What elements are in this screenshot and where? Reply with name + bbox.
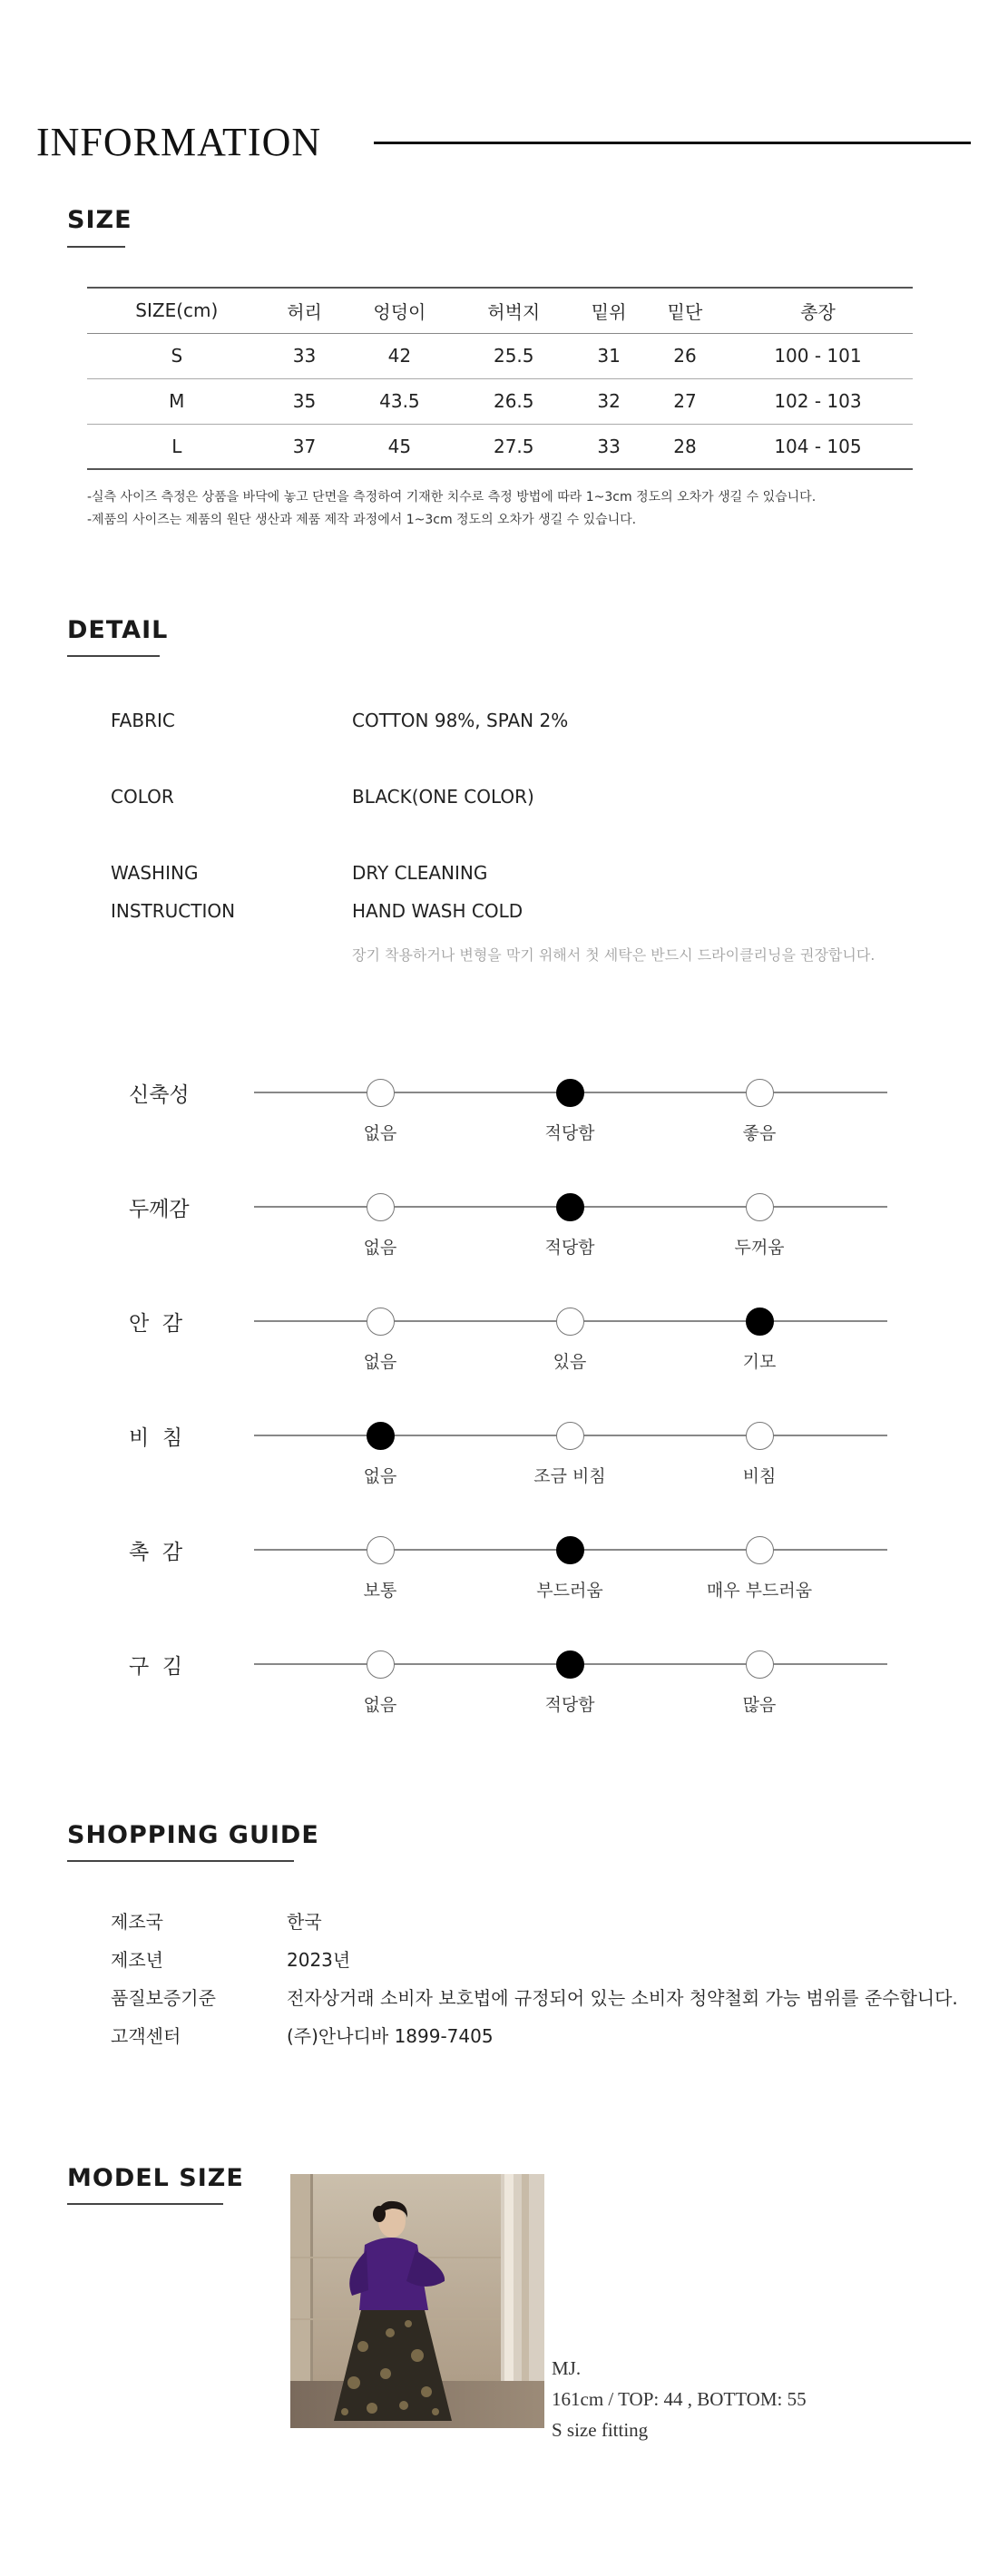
scale-option-label: 보통 <box>363 1581 397 1601</box>
scale-dot-selected <box>556 1650 584 1679</box>
column-header: 밑단 <box>667 300 703 323</box>
model-photo <box>290 2174 544 2428</box>
guide-value: 2023년 <box>287 1949 351 1971</box>
guide-value: (주)안나디바 1899-7405 <box>287 2025 494 2047</box>
fit-scale-row <box>0 1650 998 1731</box>
table-cell: M <box>169 390 185 412</box>
washing-label: WASHING <box>111 862 199 884</box>
size-section-title: SIZE <box>67 206 132 234</box>
guide-value: 한국 <box>287 1911 322 1933</box>
detail-title-underline <box>67 655 160 657</box>
shopping-guide-underline <box>67 1860 294 1862</box>
model-size-title: MODEL SIZE <box>67 2164 244 2192</box>
washing-note: 장기 착용하거나 변형을 막기 위해서 첫 세탁은 반드시 드라이클리닝을 권장합니다. <box>352 946 876 964</box>
scale-label: 두께감 <box>129 1198 190 1221</box>
scale-dot <box>556 1308 584 1336</box>
table-cell: 26.5 <box>493 390 534 412</box>
table-cell: 28 <box>673 435 697 457</box>
column-header: 밑위 <box>591 300 627 323</box>
scale-dot-selected <box>556 1079 584 1107</box>
scale-dot <box>367 1079 395 1107</box>
scale-option-label: 매우 부드러움 <box>706 1581 813 1601</box>
model-size-underline <box>67 2203 223 2205</box>
scale-dot <box>746 1650 774 1679</box>
washing-value: DRY CLEANING <box>352 862 488 884</box>
scale-label: 안 감 <box>129 1312 183 1336</box>
scale-option-label: 없음 <box>363 1123 397 1143</box>
scale-option-label: 없음 <box>363 1695 397 1715</box>
scale-dot-selected <box>746 1308 774 1336</box>
table-cell: 27 <box>673 390 697 412</box>
table-cell: L <box>171 435 182 457</box>
table-row <box>87 333 913 378</box>
information-divider <box>374 142 971 144</box>
information-header <box>36 121 971 164</box>
size-note: -제품의 사이즈는 제품의 원단 생산과 제품 제작 과정에서 1~3cm 정도의 오차가 생길 수 있습니다. <box>87 513 637 527</box>
model-photo-icon <box>290 2174 544 2428</box>
scale-option-label: 비침 <box>742 1466 777 1486</box>
table-cell: 102 - 103 <box>774 390 862 412</box>
scale-option-label: 적당함 <box>544 1238 595 1258</box>
table-cell: 35 <box>292 390 317 412</box>
table-cell: 26 <box>673 345 697 367</box>
column-header: 총장 <box>800 300 836 323</box>
fit-scale-row <box>0 1421 998 1503</box>
table-cell: 104 - 105 <box>774 435 862 457</box>
column-header: 허벅지 <box>487 300 541 323</box>
size-note: -실측 사이즈 측정은 상품을 바닥에 놓고 단면을 측정하여 기재한 치수로 측정 방법에 따라 1~3cm 정도의 오차가 생길 수 있습니다. <box>87 490 817 504</box>
column-header: 허리 <box>287 300 322 323</box>
table-cell: 43.5 <box>379 390 420 412</box>
scale-dot-selected <box>556 1536 584 1564</box>
scale-option-label: 좋음 <box>742 1123 777 1143</box>
fit-scale-row <box>0 1535 998 1617</box>
fit-scale-row <box>0 1307 998 1388</box>
size-notes <box>87 486 816 532</box>
table-row <box>87 424 913 469</box>
scale-dot <box>746 1193 774 1221</box>
scale-dot-selected <box>367 1422 395 1450</box>
color-label: COLOR <box>111 786 174 808</box>
guide-key: 품질보증기준 <box>111 1987 216 2009</box>
table-row <box>87 378 913 424</box>
scale-option-label: 적당함 <box>544 1123 595 1143</box>
scale-label: 신축성 <box>129 1083 190 1107</box>
scale-label: 촉 감 <box>129 1541 183 1564</box>
column-header: SIZE(cm) <box>135 299 219 322</box>
scale-option-label: 있음 <box>553 1352 587 1372</box>
scale-dot <box>367 1650 395 1679</box>
fabric-value: COTTON 98%, SPAN 2% <box>352 710 569 731</box>
size-table-header-row <box>87 288 913 333</box>
scale-dot <box>367 1193 395 1221</box>
scale-dot <box>746 1536 774 1564</box>
guide-key: 제조국 <box>111 1911 163 1933</box>
fabric-label: FABRIC <box>111 710 175 731</box>
information-title: INFORMATION <box>36 120 322 164</box>
detail-section-title: DETAIL <box>67 616 169 644</box>
instruction-value: HAND WASH COLD <box>352 900 523 922</box>
scale-option-label: 조금 비침 <box>533 1466 606 1486</box>
table-cell: 100 - 101 <box>774 345 862 367</box>
scale-label: 구 김 <box>129 1655 183 1679</box>
table-cell: 37 <box>292 435 317 457</box>
guide-key: 고객센터 <box>111 2025 181 2047</box>
color-value: BLACK(ONE COLOR) <box>352 786 534 808</box>
scale-dot <box>746 1422 774 1450</box>
model-fitting: S size fitting <box>552 2419 649 2441</box>
scale-option-label: 없음 <box>363 1238 397 1258</box>
shopping-guide-title: SHOPPING GUIDE <box>67 1821 319 1849</box>
model-name: MJ. <box>552 2357 582 2379</box>
scale-option-label: 두꺼움 <box>734 1238 785 1258</box>
instruction-label: INSTRUCTION <box>111 900 236 922</box>
scale-dot <box>746 1079 774 1107</box>
guide-value: 전자상거래 소비자 보호법에 규정되어 있는 소비자 청약철회 가능 범위를 준수합니다. <box>287 1987 958 2009</box>
model-measurements: 161cm / TOP: 44 , BOTTOM: 55 <box>552 2388 807 2410</box>
table-cell: 42 <box>387 345 412 367</box>
scale-option-label: 많음 <box>742 1695 777 1715</box>
table-cell: 33 <box>292 345 317 367</box>
fit-scale-row <box>0 1078 998 1160</box>
table-cell: 27.5 <box>493 435 534 457</box>
scale-dot <box>367 1536 395 1564</box>
scale-dot <box>556 1422 584 1450</box>
size-table <box>87 287 913 470</box>
fit-scale-row <box>0 1192 998 1274</box>
scale-option-label: 부드러움 <box>536 1581 603 1601</box>
column-header: 엉덩이 <box>373 300 426 323</box>
table-cell: 33 <box>597 435 621 457</box>
size-title-underline <box>67 246 125 248</box>
table-cell: 32 <box>597 390 621 412</box>
table-cell: S <box>171 345 183 367</box>
scale-option-label: 기모 <box>742 1352 777 1372</box>
scale-dot <box>367 1308 395 1336</box>
guide-key: 제조년 <box>111 1949 163 1971</box>
table-cell: 31 <box>597 345 621 367</box>
scale-option-label: 없음 <box>363 1352 397 1372</box>
scale-label: 비 침 <box>129 1426 183 1450</box>
table-cell: 25.5 <box>493 345 534 367</box>
scale-dot-selected <box>556 1193 584 1221</box>
scale-option-label: 적당함 <box>544 1695 595 1715</box>
table-cell: 45 <box>387 435 412 457</box>
scale-option-label: 없음 <box>363 1466 397 1486</box>
